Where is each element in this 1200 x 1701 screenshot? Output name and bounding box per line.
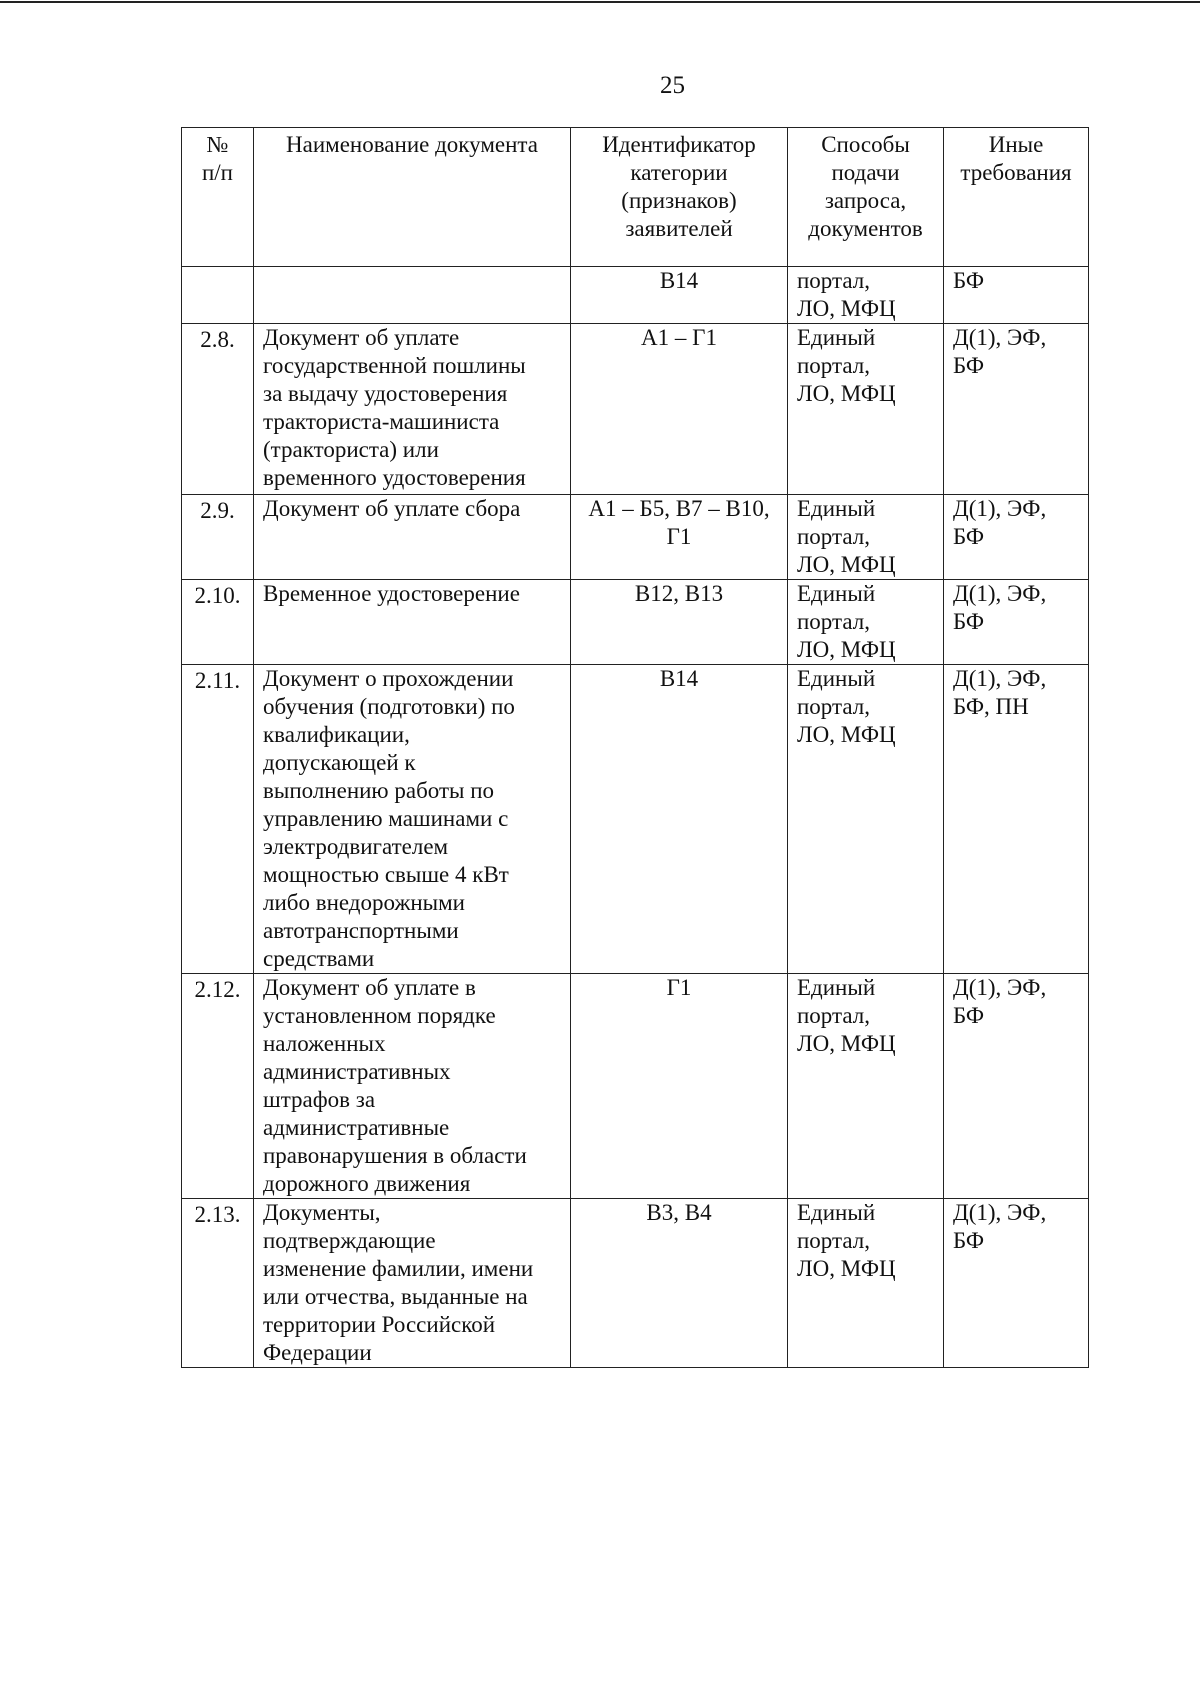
row-number [182, 267, 254, 324]
row-number: 2.8. [182, 324, 254, 495]
row-submission-method: Единый портал, ЛО, МФЦ [788, 974, 944, 1199]
row-number: 2.12. [182, 974, 254, 1199]
row-other-requirements: Д(1), ЭФ, БФ [944, 580, 1089, 665]
row-category-id: В12, В13 [571, 580, 788, 665]
row-number: 2.10. [182, 580, 254, 665]
row-other-requirements: Д(1), ЭФ, БФ, ПН [944, 665, 1089, 974]
header-document-name: Наименование документа [254, 128, 571, 267]
header-other-requirements: Иные требования [944, 128, 1089, 267]
table-row [182, 1199, 1089, 1368]
row-category-id: Г1 [571, 974, 788, 1199]
header-applicant-category: Идентификатор категории (признаков) заявителей [571, 128, 788, 267]
header-number: № п/п [182, 128, 254, 267]
header-row [182, 128, 1089, 267]
row-submission-method: портал, ЛО, МФЦ [788, 267, 944, 324]
row-category-id: В14 [571, 267, 788, 324]
row-submission-method: Единый портал, ЛО, МФЦ [788, 1199, 944, 1368]
row-document-name: Временное удостоверение [254, 580, 571, 665]
row-category-id: В3, В4 [571, 1199, 788, 1368]
row-number: 2.11. [182, 665, 254, 974]
row-submission-method: Единый портал, ЛО, МФЦ [788, 324, 944, 495]
table-row [182, 324, 1089, 495]
page-number: 25 [660, 72, 685, 99]
row-number: 2.13. [182, 1199, 254, 1368]
table-body [182, 267, 1089, 1368]
row-category-id: В14 [571, 665, 788, 974]
row-document-name: Документ о прохождении обучения (подготовки) по квалификации, допускающей к выполнению работы по управлению машинами с электродвигателем мощностью свыше 4 кВт либо внедорожными автотранспортными средствами [254, 665, 571, 974]
table-row [182, 495, 1089, 580]
row-other-requirements: Д(1), ЭФ, БФ [944, 495, 1089, 580]
row-other-requirements: БФ [944, 267, 1089, 324]
documents-table [181, 127, 1089, 1368]
table-row [182, 665, 1089, 974]
row-document-name: Документ об уплате государственной пошлины за выдачу удостоверения тракториста-машиниста (тракториста) или временного удостоверения [254, 324, 571, 495]
row-other-requirements: Д(1), ЭФ, БФ [944, 1199, 1089, 1368]
row-document-name [254, 267, 571, 324]
table-row [182, 580, 1089, 665]
top-border-line [0, 1, 1200, 3]
row-submission-method: Единый портал, ЛО, МФЦ [788, 665, 944, 974]
table-row [182, 267, 1089, 324]
table-header [182, 128, 1089, 267]
row-category-id: А1 – Г1 [571, 324, 788, 495]
row-submission-method: Единый портал, ЛО, МФЦ [788, 495, 944, 580]
row-document-name: Документ об уплате сбора [254, 495, 571, 580]
row-category-id: А1 – Б5, В7 – В10, Г1 [571, 495, 788, 580]
row-submission-method: Единый портал, ЛО, МФЦ [788, 580, 944, 665]
row-other-requirements: Д(1), ЭФ, БФ [944, 324, 1089, 495]
header-submission-methods: Способы подачи запроса, документов [788, 128, 944, 267]
row-number: 2.9. [182, 495, 254, 580]
row-other-requirements: Д(1), ЭФ, БФ [944, 974, 1089, 1199]
row-document-name: Документы, подтверждающие изменение фамилии, имени или отчества, выданные на территории Российской Федерации [254, 1199, 571, 1368]
row-document-name: Документ об уплате в установленном порядке наложенных административных штрафов за административные правонарушения в области дорожного движения [254, 974, 571, 1199]
table-row [182, 974, 1089, 1199]
